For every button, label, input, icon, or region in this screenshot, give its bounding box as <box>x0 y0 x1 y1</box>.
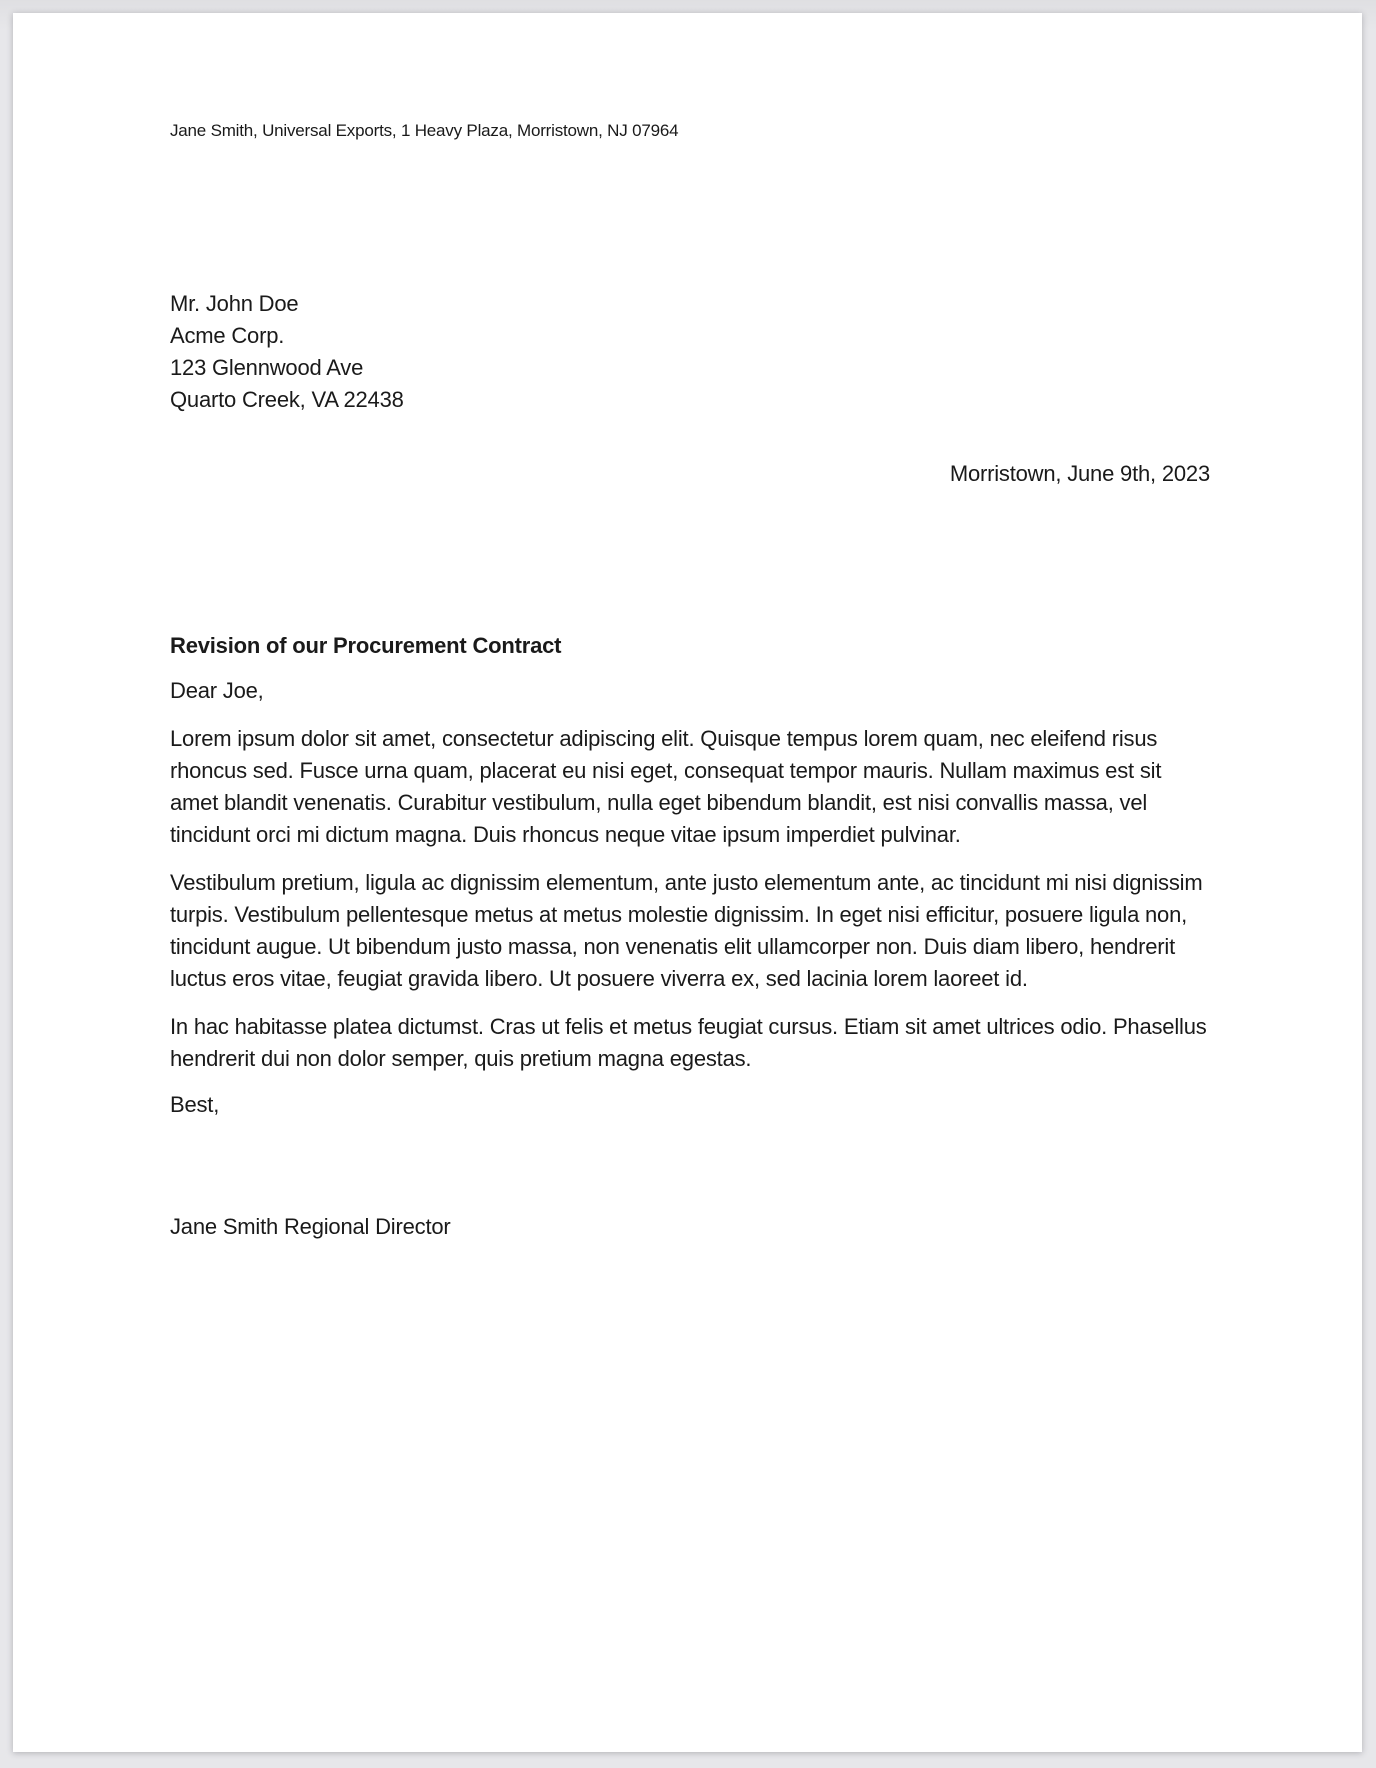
recipient-street: 123 Glennwood Ave <box>170 355 364 380</box>
recipient-name: Mr. John Doe <box>170 291 299 316</box>
body-paragraph-1: Lorem ipsum dolor sit amet, consectetur adipiscing elit. Quisque tempus lorem quam, nec eleifend risus rhoncus sed. Fusce urna quam, placerat eu nisi eget, consequat tempor mauris. Nullam maximus est sit amet blandit venenatis. Curabitur vestibulum, nulla eget bibendum blandit, est nisi convallis massa, vel tincidunt orci mi dictum magna. Duis rhoncus neque vitae ipsum imperdiet pulvinar. <box>170 726 1162 847</box>
recipient-company: Acme Corp. <box>170 323 285 348</box>
sender-address-line: Jane Smith, Universal Exports, 1 Heavy Plaza, Morristown, NJ 07964 <box>170 121 679 140</box>
signature-line: Jane Smith Regional Director <box>170 1214 451 1239</box>
closing-line: Best, <box>170 1092 220 1117</box>
letter-content <box>13 13 1362 1243</box>
body-paragraph-3: In hac habitasse platea dictumst. Cras ut felis et metus feugiat cursus. Etiam sit amet ultrices odio. Phasellus hendrerit dui non dolor semper, quis pretium magna egestas. <box>170 1014 1207 1071</box>
recipient-address-block <box>170 288 1210 416</box>
place-and-date-line: Morristown, June 9th, 2023 <box>949 461 1210 486</box>
recipient-city: Quarto Creek, VA 22438 <box>170 387 404 412</box>
body-paragraph-2: Vestibulum pretium, ligula ac dignissim elementum, ante justo elementum ante, ac tincidunt mi nisi dignissim turpis. Vestibulum pellentesque metus at metus molestie dignissim. In eget nisi efficitur, posuere ligula non, tincidunt augue. Ut bibendum justo massa, non venenatis elit ullamcorper non. Duis diam libero, hendrerit luctus eros vitae, feugiat gravida libero. Ut posuere viverra ex, sed lacinia lorem laoreet id. <box>170 870 1203 991</box>
subject-line: Revision of our Procurement Contract <box>170 633 562 658</box>
salutation: Dear Joe, <box>170 678 264 703</box>
letter-page <box>13 13 1362 1752</box>
